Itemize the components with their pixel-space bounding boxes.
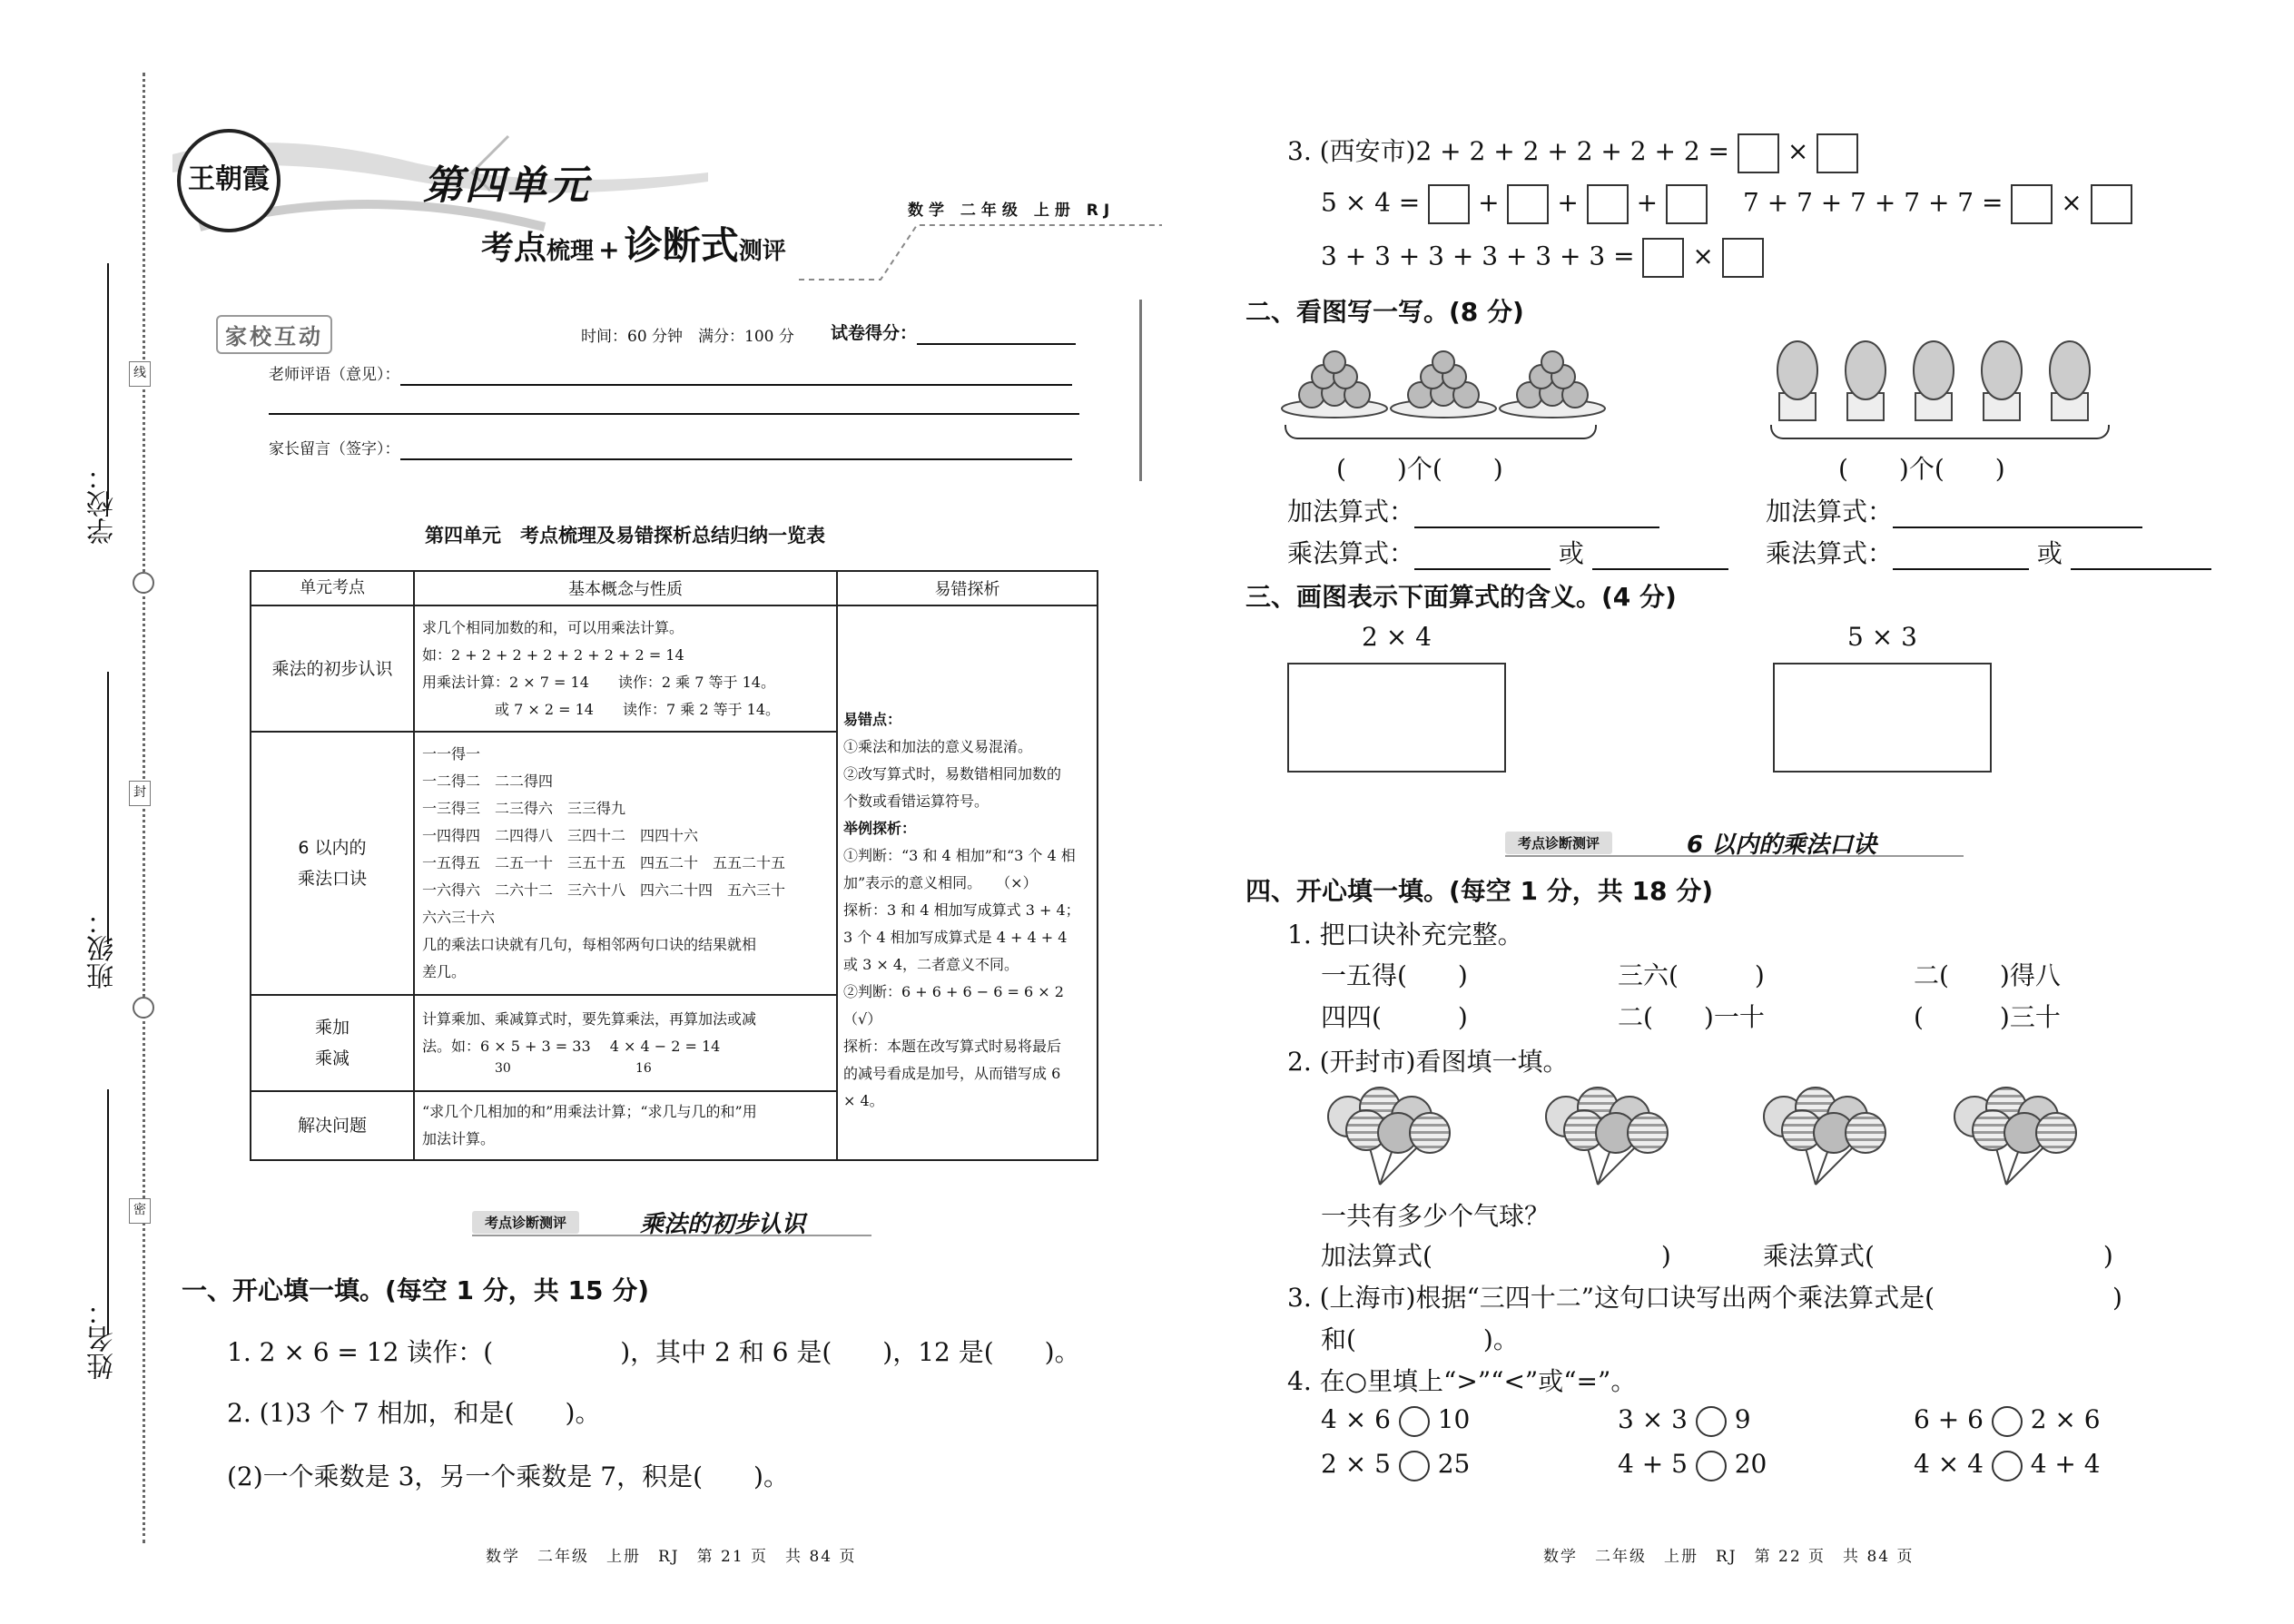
plus-sign: + [1636,187,1659,218]
concept-line: 差几。 [422,963,467,980]
potted-plants-picture [1766,334,2111,425]
topic-line: 6 以内的 [298,838,367,858]
section-banner [1505,828,1964,857]
topic-line: 乘减 [314,1048,350,1068]
page-subtitle [481,216,786,271]
unit-title: 第四单元 [423,162,590,209]
rhyme-blank[interactable]: 三六( ) [1618,960,1765,990]
concept-line: 一四得四 二四得八 三四十二 四四十六 [422,827,699,844]
banner-label: 考点诊断测评 [1505,832,1612,854]
intermediate-value: 30 [495,1061,511,1076]
teacher-comment-line2[interactable] [269,413,1079,415]
topic-cell [251,732,414,995]
answer-box[interactable] [1428,184,1470,224]
banner-title: 乘法的初步认识 [640,1211,806,1238]
class-label: 班级： [87,908,119,989]
compare-right: 10 [1437,1404,1471,1434]
answer-blank[interactable] [1414,497,1659,528]
compare-circle[interactable] [1992,1406,2023,1437]
error-line: 探析：本题在改写算式时易将最后 [843,1037,1062,1055]
q3-expression: 3. (西安市)2 + 2 + 2 + 2 + 2 + 2 = [1287,136,1730,166]
concept-line: 或 7 × 2 = 14 读作：7 乘 2 等于 14。 [422,700,781,718]
compare-circle[interactable] [1399,1406,1430,1437]
error-line: × 4。 [843,1091,884,1109]
brace [1285,425,1597,439]
concept-line: 法。如：6 × 5 + 3 = 33 4 × 4 − 2 = 14 [422,1038,721,1055]
compare-item [1321,1449,1470,1481]
plus-sign: + [1557,187,1579,218]
concept-cell [414,995,837,1091]
score-field [831,320,1076,345]
subtitle-plus: + [598,235,620,265]
page-footer: 数学 二年级 上册 RJ 第 21 页 共 84 页 [486,1548,857,1566]
error-line: 易错点： [843,710,902,728]
binding-tag: 线 [129,361,151,387]
error-line: 探析：3 和 4 相加写成算式 3 + 4； [843,901,1080,919]
compare-right: 9 [1734,1404,1751,1434]
parent-comment-blank[interactable] [400,440,1072,460]
error-line: ②改写算式时，易数错相同加数的 [843,764,1062,782]
s4-question-3a[interactable]: 3. (上海市)根据“三四十二”这句口诀写出两个乘法算式是( ) [1287,1283,2122,1313]
expression-label: 5 × 3 [1847,622,1917,652]
error-line: 举例探析： [843,819,917,837]
add-label: 加法算式： [1287,497,1415,527]
s4-question-2: 2. (开封市)看图填一填。 [1287,1047,1569,1077]
topic-cell: 解决问题 [251,1091,414,1160]
error-line: ②判断：6 + 6 + 6 − 6 = 6 × 2（√） [843,982,1064,1028]
balloon-add-blank[interactable]: 加法算式( ) [1321,1241,1671,1271]
q3-expression: 3 + 3 + 3 + 3 + 3 + 3 = [1321,241,1635,271]
mul-label: 乘法算式： [1287,538,1415,568]
table-header-row [251,571,1098,605]
compare-right: 4 + 4 [2030,1449,2101,1479]
answer-blank[interactable] [2071,538,2211,570]
compare-right: 20 [1734,1449,1767,1479]
rhyme-blank[interactable]: ( )三十 [1914,1002,2061,1032]
error-line: 加”表示的意义相同。 （×） [843,873,1038,891]
fruit-plates-picture [1280,349,1607,422]
section-heading: 四、开心填一填。(每空 1 分，共 18 分) [1245,876,1714,906]
concept-line: 一六得六 二六十二 三六十八 四六二十四 五六三十 [422,881,786,899]
concept-line: 几的乘法口诀就有几句，每相邻两句口诀的结果就相 [422,936,757,953]
compare-circle[interactable] [1696,1406,1727,1437]
s4-question-1: 1. 把口诀补充完整。 [1287,920,1523,950]
answer-box[interactable] [1722,238,1764,278]
subtitle-part: 测评 [738,238,786,265]
school-label: 学校： [87,463,119,545]
concept-cell [414,605,837,732]
multiplication-formula-2 [1766,534,2211,570]
score-label: 试卷得分： [831,323,918,343]
answer-blank[interactable] [1414,538,1551,570]
s4-question-4: 4. 在○里填上“>”“<”或“=”。 [1287,1366,1637,1396]
q3-expression: 7 + 7 + 7 + 7 + 7 = [1743,187,2004,218]
table-title: 第四单元 考点梳理及易错探析总结归纳一览表 [425,525,825,546]
concept-line: 一五得五 二五一十 三五十五 四五二十 五五二十五 [422,854,786,871]
concept-cell [414,1091,837,1160]
page-footer: 数学 二年级 上册 RJ 第 22 页 共 84 页 [1543,1548,1915,1566]
section-heading: 三、画图表示下面算式的含义。(4 分) [1245,582,1677,612]
compare-item [1321,1404,1470,1437]
grade-tag: 数学 二年级 上册 RJ [908,202,1116,220]
subtitle-part: 诊断式 [624,223,739,268]
compare-right: 2 × 6 [2030,1404,2101,1434]
concept-line: 计算乘加、乘减算式时，要先算乘法，再算加法或减 [422,1010,757,1028]
plus-sign: + [1478,187,1500,218]
error-line: 3 个 4 相加写成算式是 4 + 4 + 4 [843,928,1068,946]
compare-item [1914,1404,2101,1437]
section-banner [472,1207,871,1236]
balloons-picture [1316,1080,2097,1189]
rhyme-blank[interactable]: 二( )得八 [1914,960,2061,990]
multiplication-formula-1 [1287,534,1728,570]
compare-circle[interactable] [1399,1451,1430,1481]
section-heading: 一、开心填一填。(每空 1 分，共 15 分) [182,1275,650,1305]
topic-cell [251,995,414,1091]
name-label: 姓名： [87,1298,119,1380]
table-row [251,605,1098,732]
summary-table [250,570,1098,1161]
add-label: 加法算式： [1766,497,1894,527]
s4-question-3b[interactable]: 和( )。 [1321,1324,1519,1354]
section-heading: 二、看图写一写。(8 分) [1245,297,1524,327]
banner-label: 考点诊断测评 [472,1211,579,1234]
binding-hole [133,572,154,594]
answer-box[interactable] [1666,184,1708,224]
answer-box[interactable] [2011,184,2053,224]
concept-line: 求几个相同加数的和，可以用乘法计算。 [422,618,684,636]
answer-box[interactable] [1642,238,1684,278]
compare-circle[interactable] [1992,1451,2023,1481]
answer-box[interactable] [1587,184,1629,224]
brace [1770,425,2110,439]
teacher-comment [269,361,1072,386]
count-blank[interactable]: ( )个( ) [1336,454,1503,484]
error-analysis-cell [837,605,1098,1160]
drawing-box[interactable] [1287,663,1506,773]
topic-cell: 乘法的初步认识 [251,605,414,732]
answer-box[interactable] [1738,133,1779,173]
error-line: 个数或看错运算符号。 [843,792,989,810]
error-line: ①乘法和加法的意义易混淆。 [843,737,1033,755]
count-blank[interactable]: ( )个( ) [1838,454,2005,484]
or-label: 或 [1558,538,1584,568]
concept-cell [414,732,837,995]
drawing-box[interactable] [1773,663,1992,773]
concept-line: 一一得一 [422,745,481,763]
decor-bar [1139,300,1142,481]
compare-right: 25 [1437,1449,1471,1479]
dashed-divider [799,216,1171,289]
balloon-question: 一共有多少个气球？ [1321,1201,1551,1231]
binding-hole [133,997,154,1019]
expression-label: 2 × 4 [1362,622,1432,652]
question-2a: 2. (1)3 个 7 相加，和是( )。 [227,1398,601,1428]
compare-item [1618,1404,1751,1437]
compare-left: 4 + 5 [1618,1449,1688,1479]
answer-blank[interactable] [1893,538,2029,570]
binding-dotted-line [143,73,145,1543]
compare-left: 4 × 4 [1914,1449,1984,1479]
compare-left: 2 × 5 [1321,1449,1391,1479]
rhyme-blank[interactable]: 二( )一十 [1618,1002,1765,1032]
class-line [107,672,109,944]
q3-line2a [1321,184,1708,224]
intermediate-results [422,1060,829,1080]
balloon-mul-blank[interactable]: 乘法算式( ) [1763,1241,2113,1271]
q3-line2b [1743,184,2132,224]
concept-line: 用乘法计算：2 × 7 = 14 读作：2 乘 7 等于 14。 [422,673,775,691]
addition-formula-2 [1766,492,2142,528]
concept-line: 六六三十六 [422,909,496,926]
concept-line: 加法计算。 [422,1130,496,1147]
answer-box[interactable] [2091,184,2132,224]
times-sign: × [2061,187,2082,218]
concept-line: “求几个几相加的和”用乘法计算；“求几与几的和”用 [422,1103,757,1120]
mul-label: 乘法算式： [1766,538,1894,568]
concept-line: 一三得三 二三得六 三三得九 [422,800,626,817]
concept-line: 如：2 + 2 + 2 + 2 + 2 + 2 + 2 = 14 [422,645,684,664]
answer-box[interactable] [1816,133,1858,173]
answer-blank[interactable] [1592,538,1728,570]
table-header: 易错探析 [837,571,1098,605]
error-line: 的减号看成是加号，从而错写成 6 [843,1064,1061,1082]
home-school-label: 家校互动 [216,315,332,354]
compare-left: 3 × 3 [1618,1404,1688,1434]
times-sign: × [1692,241,1714,271]
answer-box[interactable] [1507,184,1549,224]
binding-tag: 封 [129,781,151,806]
q3-expression: 5 × 4 = [1321,187,1421,218]
q3-line3 [1321,238,1764,278]
error-line: ①判断：“3 和 4 相加”和“3 个 4 相 [843,846,1076,864]
subtitle-part: 考点 [481,229,547,267]
or-label: 或 [2036,538,2063,568]
error-line: 或 3 × 4，二者意义不同。 [843,955,1019,973]
rhyme-blank[interactable]: 一五得( ) [1321,960,1468,990]
subtitle-part: 梳理 [546,238,595,265]
topic-line: 乘法口诀 [297,869,367,889]
compare-left: 6 + 6 [1914,1404,1984,1434]
concept-line: 一二得二 二二得四 [422,773,554,790]
teacher-label: 老师评语（意见）： [269,366,400,384]
addition-formula-1 [1287,492,1659,528]
rhyme-blank[interactable]: 四四( ) [1321,1002,1468,1032]
compare-left: 4 × 6 [1321,1404,1391,1434]
binding-tag: 密 [129,1198,151,1224]
parent-label: 家长留言（签字）： [269,440,400,458]
compare-item [1618,1449,1767,1481]
intermediate-value: 16 [635,1061,652,1076]
topic-line: 乘加 [314,1018,350,1038]
teacher-comment-blank[interactable] [400,366,1072,386]
times-sign: × [1787,136,1809,166]
compare-circle[interactable] [1696,1451,1727,1481]
table-header: 基本概念与性质 [414,571,837,605]
answer-blank[interactable] [1893,497,2142,528]
table-header: 单元考点 [251,571,414,605]
brand-logo: 王朝霞 [177,129,281,232]
question-1: 1. 2 × 6 = 12 读作：( )，其中 2 和 6 是( )，12 是( )。 [227,1337,1080,1367]
q3-line1 [1287,132,1858,173]
banner-title: 6 以内的乘法口诀 [1687,832,1877,859]
parent-comment [269,436,1072,460]
question-2b: (2)一个乘数是 3，另一个乘数是 7，积是( )。 [227,1462,789,1491]
score-blank[interactable] [917,323,1076,345]
time-info: 时间：60 分钟 满分：100 分 [581,328,794,346]
compare-item [1914,1449,2101,1481]
